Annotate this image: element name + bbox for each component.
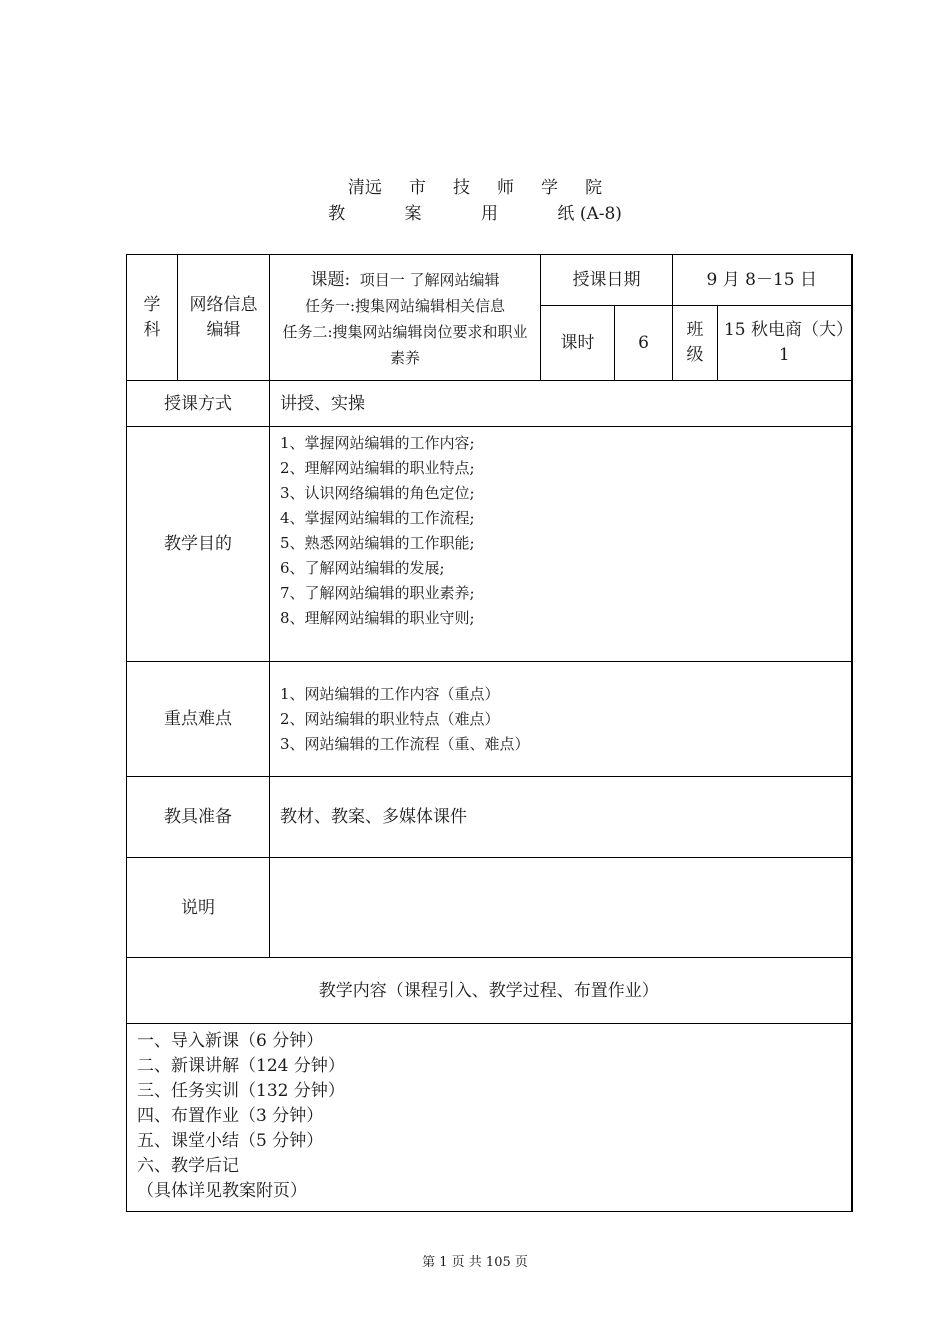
goal-item: 2、理解网站编辑的职业特点; [280, 459, 475, 477]
keypoints-label: 重点难点 [127, 662, 270, 777]
topic-title: 项目一 了解网站编辑 [359, 270, 500, 289]
topic-label: 课题: [310, 269, 351, 290]
content-item: （具体详见教案附页） [137, 1181, 307, 1201]
hours-value: 6 [615, 306, 673, 381]
school-name-part: 清远 [347, 178, 382, 198]
tools-label: 教具准备 [127, 777, 270, 858]
content-item: 五、课堂小结（5 分钟） [137, 1131, 324, 1151]
tools-value: 教材、教案、多媒体课件 [270, 777, 852, 858]
goal-item: 8、理解网站编辑的职业守则; [280, 609, 475, 627]
goals-list [270, 427, 852, 662]
school-name [0, 173, 950, 198]
hours-label: 课时 [541, 306, 615, 381]
keypoint-item: 3、网站编辑的工作流程（重、难点） [280, 734, 530, 753]
class-value: 15 秋电商（大）1 [718, 306, 852, 381]
subject-value: 网络信息编辑 [178, 255, 270, 381]
notes-label: 说明 [127, 858, 270, 958]
notes-value [270, 858, 852, 958]
form-title-part: 教 [328, 204, 346, 224]
goal-item: 3、认识网络编辑的角色定位; [280, 484, 475, 502]
school-name-part: 师 [497, 178, 515, 198]
content-item: 二、新课讲解（124 分钟） [137, 1056, 345, 1076]
goal-item: 7、了解网站编辑的职业素养; [280, 584, 475, 602]
method-label: 授课方式 [127, 381, 270, 427]
date-label: 授课日期 [541, 255, 673, 306]
form-title-part: 案 [404, 204, 422, 224]
keypoint-item: 2、网站编辑的职业特点（难点） [280, 709, 500, 728]
method-value: 讲授、实操 [270, 381, 852, 427]
lesson-plan-table [126, 254, 853, 1212]
content-item: 三、任务实训（132 分钟） [137, 1081, 345, 1101]
content-header: 教学内容（课程引入、教学过程、布置作业） [127, 958, 852, 1024]
content-item: 一、导入新课（6 分钟） [137, 1031, 324, 1051]
keypoints-list [270, 662, 852, 777]
topic-cell [270, 255, 541, 381]
goal-item: 5、熟悉网站编辑的工作职能; [280, 534, 475, 552]
school-name-part: 院 [585, 178, 603, 198]
topic-task-1: 任务一:搜集网站编辑相关信息 [304, 296, 506, 315]
form-title-part: 用 [480, 204, 498, 224]
page-footer: 第 1 页 共 105 页 [422, 1255, 528, 1270]
topic-task-2: 任务二:搜集网站编辑岗位要求和职业素养 [282, 322, 528, 367]
content-item: 六、教学后记 [137, 1156, 239, 1176]
form-title [0, 199, 950, 224]
school-name-part: 市 [408, 178, 426, 198]
goal-item: 4、掌握网站编辑的工作流程; [280, 509, 475, 527]
school-name-part: 学 [541, 178, 559, 198]
class-label: 班 级 [673, 306, 718, 381]
keypoint-item: 1、网站编辑的工作内容（重点） [280, 684, 500, 703]
goal-item: 1、掌握网站编辑的工作内容; [280, 434, 475, 452]
content-item: 四、布置作业（3 分钟） [137, 1106, 324, 1126]
form-title-part: 纸 (A-8) [557, 204, 622, 224]
school-name-part: 技 [452, 178, 470, 198]
goal-item: 6、了解网站编辑的发展; [280, 559, 445, 577]
content-list [127, 1024, 852, 1212]
goals-label: 教学目的 [127, 427, 270, 662]
subject-label: 学 科 [127, 255, 178, 381]
date-value: 9 月 8－15 日 [673, 255, 852, 306]
